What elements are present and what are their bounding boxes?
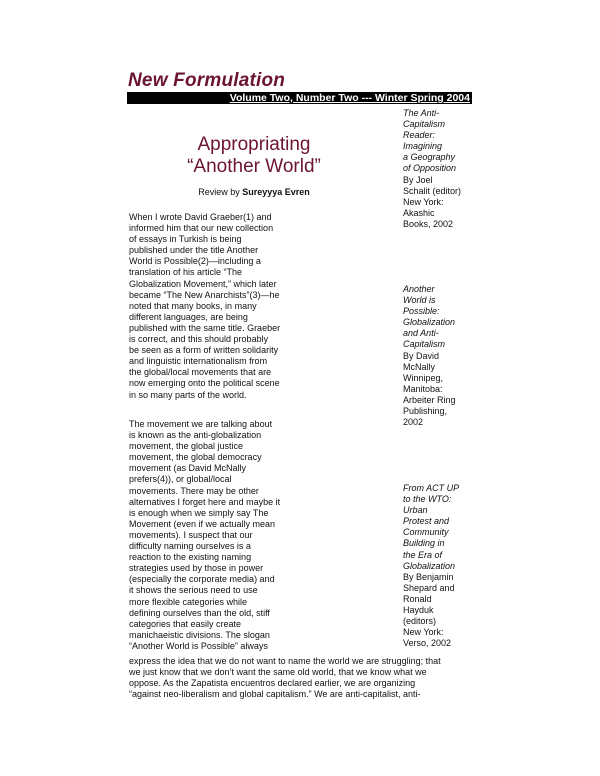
book-title-line: Community — [403, 527, 449, 538]
text-line: it shows the serious need to use — [129, 585, 258, 596]
text-line: became “The New Anarchists”(3)—he — [129, 289, 280, 300]
text-line: alternatives I forget here and maybe it — [129, 496, 281, 507]
book-title-line: From ACT UP — [403, 483, 460, 493]
article-title — [128, 134, 380, 178]
book-info-line: Arbeiter Ring — [403, 394, 456, 405]
text-line: movements. There may be other — [129, 485, 259, 496]
book-info-line: McNally — [403, 361, 436, 372]
text-line: defining ourselves than the old, stiff — [129, 607, 270, 618]
book-title-line: a Geography — [403, 152, 456, 163]
paragraph-1 — [129, 212, 387, 401]
text-line: more flexible categories while — [129, 596, 248, 607]
text-line: be seen as a form of written solidarity — [129, 345, 279, 356]
author-name: Sureyyya Evren — [242, 187, 310, 197]
book-title-line: Capitalism — [403, 119, 446, 130]
text-line: translation of his article “The — [129, 267, 243, 278]
text-line: (especially the corporate media) and — [129, 574, 275, 585]
text-line: in so many parts of the world. — [129, 389, 247, 400]
text-line: movements). I suspect that our — [129, 529, 253, 540]
text-line: of essays in Turkish is being — [129, 234, 242, 245]
book-info-line: By Joel — [403, 174, 433, 185]
text-line: difficulty naming ourselves is a — [129, 541, 251, 552]
book-info-line: Shepard and — [403, 582, 455, 593]
text-line: the global/local movements that are — [129, 367, 272, 378]
paragraph-2 — [129, 419, 387, 652]
text-line: is known as the anti-globalization — [129, 430, 262, 441]
journal-title: New Formulation — [128, 70, 286, 91]
book-info-line: By David — [403, 350, 440, 361]
book-title-line: World is — [403, 295, 436, 306]
book-entry-1 — [403, 108, 483, 230]
text-line: informed him that our new collection — [129, 223, 274, 234]
paragraph-2-continued — [129, 656, 474, 700]
book-info-line: 2002 — [403, 417, 424, 428]
book-info-line: Books, 2002 — [403, 218, 454, 229]
article-title-line1: Appropriating — [197, 134, 311, 155]
book-title-line: of Opposition — [403, 163, 457, 174]
text-line: The movement we are talking about — [129, 419, 273, 429]
book-info-line: Publishing, — [403, 406, 448, 417]
byline-prefix: Review by — [198, 187, 240, 197]
text-line: published with the same title. Graeber — [129, 322, 281, 333]
text-line: When I wrote David Graeber(1) and — [129, 212, 272, 222]
book-info-line: New York: — [403, 196, 444, 207]
book-title-line: Another — [403, 284, 435, 294]
book-title-line: Possible: — [403, 306, 440, 317]
book-info-line: Schalit (editor) — [403, 185, 462, 196]
book-info-line: Winnipeg, — [403, 372, 444, 383]
book-title-line: Building in — [403, 538, 445, 549]
text-line: now emerging onto the political scene — [129, 378, 280, 389]
text-line: and linguistic internationalism from — [129, 356, 268, 367]
book-info-line: Hayduk — [403, 605, 434, 616]
text-line: movement, the global democracy — [129, 452, 262, 463]
volume-banner[interactable]: Volume Two, Number Two --- Winter Spring 2004 — [127, 92, 472, 104]
text-line: movement (as David McNally — [129, 463, 247, 474]
text-line: oppose. As the Zapatista encuentros declared earlier, we are organizing — [129, 678, 416, 689]
text-line: is correct, and this should probably — [129, 334, 269, 345]
book-title-line: Imagining — [403, 141, 443, 152]
book-title-line: Globalization — [403, 560, 456, 571]
text-line: prefers(4)), or global/local — [129, 474, 232, 485]
text-line: is enough when we simply say The — [129, 507, 269, 518]
book-info-line: Verso, 2002 — [403, 638, 452, 649]
book-info-line: New York: — [403, 627, 444, 638]
book-title-line: The Anti- — [403, 108, 440, 118]
book-title-line: Reader: — [403, 130, 436, 141]
book-title-line: Capitalism — [403, 339, 446, 350]
text-line: manichaeistic divisions. The slogan — [129, 629, 270, 640]
book-title-line: and Anti- — [403, 328, 439, 339]
book-info-line: (editors) — [403, 616, 437, 627]
byline — [128, 187, 380, 197]
text-line: noted that many books, in many — [129, 300, 257, 311]
text-line: movement, the global justice — [129, 441, 244, 452]
book-info-line: Akashic — [403, 207, 435, 218]
text-line: Movement (even if we actually mean — [129, 518, 276, 529]
text-line: “Another World is Possible” always — [129, 640, 268, 651]
book-info-line: Ronald — [403, 593, 432, 604]
text-line: reaction to the existing naming — [129, 552, 252, 563]
text-line: we just know that we don’t want the same old world, that we know what we — [129, 667, 427, 678]
book-entry-3 — [403, 483, 483, 649]
article-title-line2: “Another World” — [187, 156, 321, 177]
book-info-line: By Benjamin — [403, 571, 454, 582]
book-title-line: Urban — [403, 505, 428, 516]
book-entry-2 — [403, 284, 483, 428]
book-info-line: Manitoba: — [403, 383, 443, 394]
book-title-line: to the WTO: — [403, 494, 452, 505]
text-line: express the idea that we do not want to name the world we are struggling; that — [129, 656, 441, 666]
text-line: categories that easily create — [129, 618, 242, 629]
text-line: “against neo-liberalism and global capitalism.” We are anti-capitalist, anti- — [129, 689, 421, 700]
book-title-line: Globalization — [403, 317, 456, 328]
text-line: different languages, are being — [129, 311, 248, 322]
text-line: World is Possible(2)—including a — [129, 256, 261, 267]
text-line: Globalization Movement,” which later — [129, 278, 277, 289]
book-title-line: Protest and — [403, 516, 450, 527]
book-title-line: the Era of — [403, 549, 443, 560]
text-line: published under the title Another — [129, 245, 259, 256]
text-line: strategies used by those in power — [129, 563, 264, 574]
